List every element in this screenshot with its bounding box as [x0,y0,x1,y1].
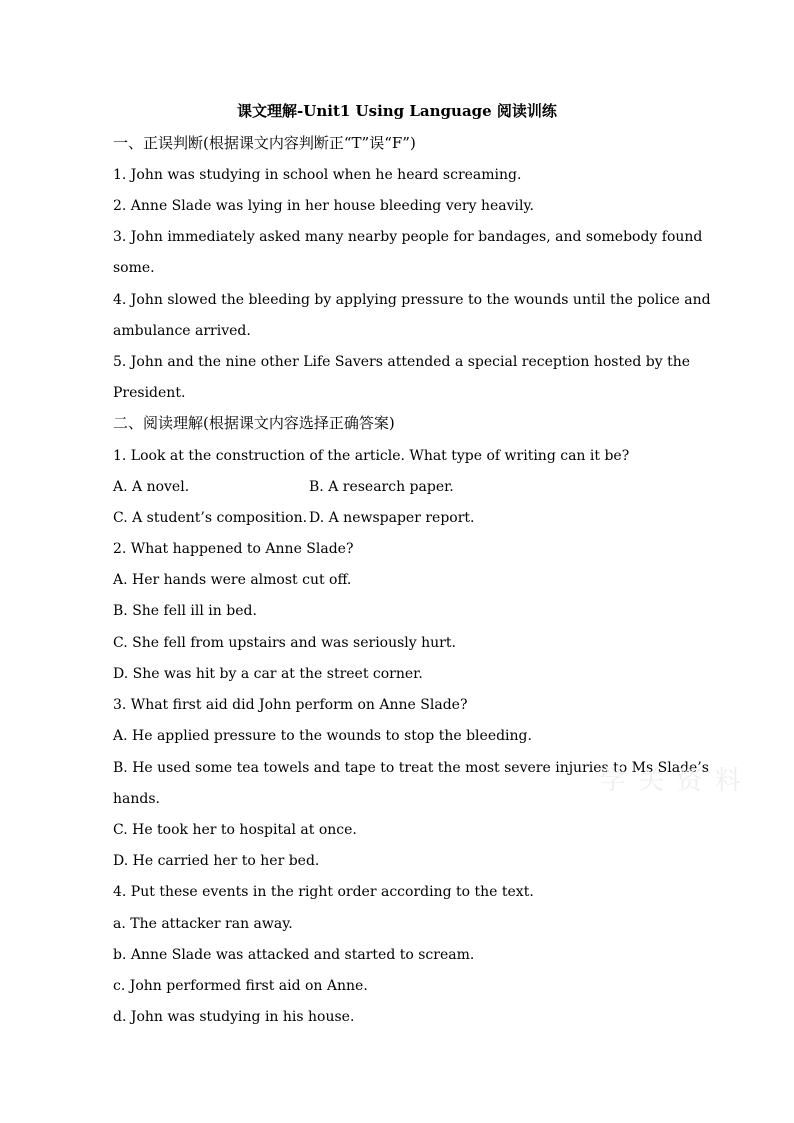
q3-option-c: C. He took her to hospital at once. [113,822,357,838]
tf-item-2: 2. Anne Slade was lying in her house bleeding very heavily. [113,198,534,214]
q2-option-d: D. She was hit by a car at the street corner. [113,666,423,682]
tf-item-3: 3. John immediately asked many nearby people for bandages, and somebody found [113,229,703,245]
q2-option-b: B. She fell ill in bed. [113,603,257,619]
tf-item-1: 1. John was studying in school when he heard screaming. [113,167,522,183]
q1-option-d: D. A newspaper report. [309,510,475,526]
tf-item-3-cont: some. [113,260,155,276]
section2-heading: 二、阅读理解(根据课文内容选择正确答案) [113,414,395,432]
q1-option-b: B. A research paper. [309,479,454,495]
q1-option-c: C. A student’s composition. [113,510,308,526]
q4-event-d: d. John was studying in his house. [113,1009,355,1025]
q4-event-b: b. Anne Slade was attacked and started to scream. [113,947,475,963]
q1-option-a: A. A novel. [113,479,190,495]
q2-option-a: A. Her hands were almost cut off. [113,572,352,588]
question-4: 4. Put these events in the right order according to the text. [113,884,534,900]
q4-event-c: c. John performed first aid on Anne. [113,978,368,994]
q4-event-a: a. The attacker ran away. [113,916,293,932]
tf-item-4: 4. John slowed the bleeding by applying pressure to the wounds until the police and [113,292,711,308]
q3-option-b: B. He used some tea towels and tape to treat the most severe injuries to Ms Slade’s [113,760,709,776]
question-3: 3. What first aid did John perform on Anne Slade? [113,697,468,713]
q3-option-b-cont: hands. [113,791,160,807]
q3-option-a: A. He applied pressure to the wounds to stop the bleeding. [113,728,532,744]
section1-heading: 一、正误判断(根据课文内容判断正“T”误“F”) [113,134,416,152]
q3-option-d: D. He carried her to her bed. [113,853,320,869]
tf-item-4-cont: ambulance arrived. [113,323,251,339]
question-1: 1. Look at the construction of the article. What type of writing can it be? [113,448,630,464]
question-2: 2. What happened to Anne Slade? [113,541,354,557]
document-title: 课文理解-Unit1 Using Language 阅读训练 [237,102,557,120]
tf-item-5-cont: President. [113,385,186,401]
watermark: 学 关 资 料 [600,766,743,796]
tf-item-5: 5. John and the nine other Life Savers attended a special reception hosted by the [113,354,691,370]
q2-option-c: C. She fell from upstairs and was seriously hurt. [113,635,456,651]
